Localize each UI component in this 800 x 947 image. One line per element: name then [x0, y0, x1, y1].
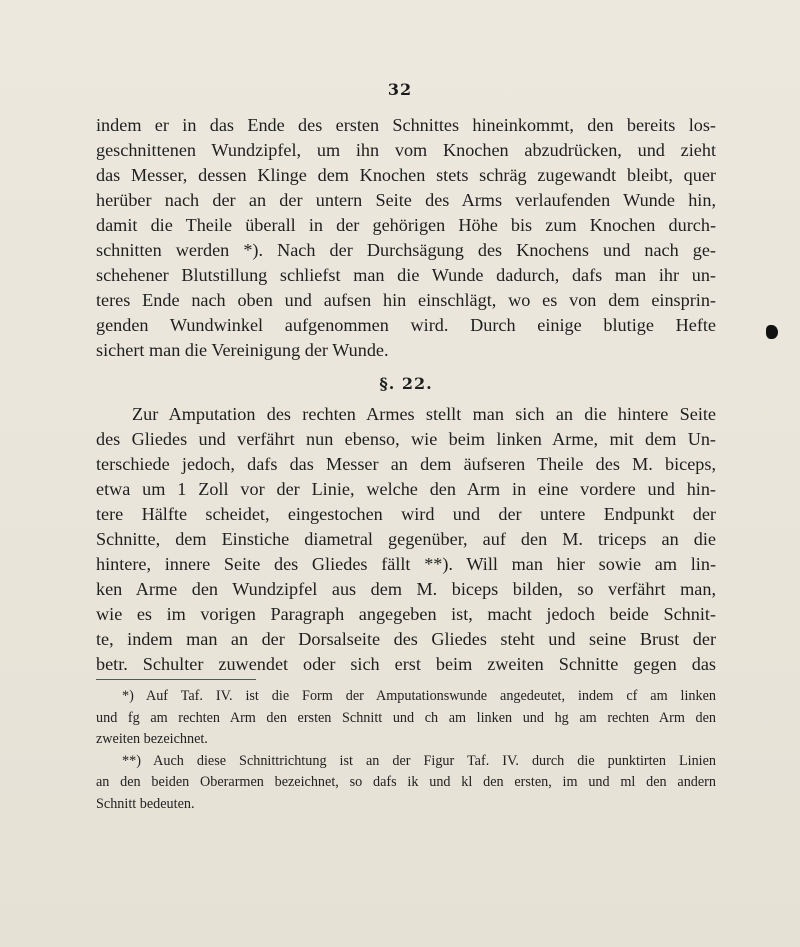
text-line: teres Ende nach oben und aufsen hin einschlägt, wo es von dem einsprin- [96, 290, 716, 310]
footnote-line: und fg am rechten Arm den ersten Schnitt und ch am linken und hg am rechten Arm den [96, 709, 716, 726]
footnote-2 [96, 751, 716, 816]
text-line: des Gliedes und verfährt nun ebenso, wie beim linken Arme, mit dem Un- [96, 429, 716, 449]
footnote-line: *) Auf Taf. IV. ist die Form der Amputationswunde angedeutet, indem cf am linken [122, 688, 716, 704]
text-line: schehener Blutstillung schliefst man die Wunde dadurch, dafs man ihr un- [96, 265, 716, 285]
text-line: Zur Amputation des rechten Armes stellt man sich an die hintere Seite [132, 404, 716, 424]
page-number: 32 [387, 80, 413, 99]
footnote-line: **) Auch diese Schnittrichtung ist an der Figur Taf. IV. durch die punktirten Linien [122, 752, 716, 769]
text-line: te, indem man an der Dorsalseite des Gliedes steht und seine Brust der [96, 629, 716, 649]
text-line: wie es im vorigen Paragraph angegeben ist, macht jedoch beide Schnit- [96, 604, 716, 624]
ink-blot-mark [766, 325, 778, 339]
footnotes [96, 686, 716, 815]
text-line: genden Wundwinkel aufgenommen wird. Durch einige blutige Hefte [96, 315, 716, 335]
text-line: betr. Schulter zuwendet oder sich erst beim zweiten Schnitte gegen das [96, 654, 716, 674]
paragraph-2 [96, 402, 716, 677]
text-line: sichert man die Vereinigung der Wunde. [96, 340, 389, 360]
footnote-line: zweiten bezeichnet. [96, 731, 208, 747]
footnote-1 [96, 686, 716, 751]
text-line: das Messer, dessen Klinge dem Knochen stets schräg zugewandt bleibt, quer [96, 165, 716, 185]
text-line: indem er in das Ende des ersten Schnittes hineinkommt, den bereits los- [96, 115, 716, 135]
footnote-line: an den beiden Oberarmen bezeichnet, so dafs ik und kl den ersten, im und ml den andern [96, 774, 716, 790]
paragraph-1 [96, 113, 716, 363]
text-line: tere Hälfte scheidet, eingestochen wird und der untere Endpunkt der [96, 504, 716, 524]
text-line: ken Arme den Wundzipfel aus dem M. biceps bilden, so verfährt man, [96, 579, 716, 599]
text-line: hintere, innere Seite des Gliedes fällt **). Will man hier sowie am lin- [96, 554, 716, 574]
text-line: damit die Theile überall in der gehörigen Höhe bis zum Knochen durch- [96, 215, 716, 235]
section-heading: §. 22. [379, 374, 433, 393]
text-line: etwa um 1 Zoll vor der Linie, welche den Arm in eine vordere und hin- [96, 479, 716, 499]
footnote-line: Schnitt bedeuten. [96, 795, 195, 812]
footnote-divider [96, 679, 256, 680]
text-line: terschiede jedoch, dafs das Messer an dem äufseren Theile des M. biceps, [96, 454, 716, 474]
text-line: schnitten werden *). Nach der Durchsägung des Knochens und nach ge- [96, 240, 716, 260]
text-line: geschnittenen Wundzipfel, um ihn vom Knochen abzudrücken, und zieht [96, 140, 716, 160]
text-line: herüber nach der an der untern Seite des Arms verlaufenden Wunde hin, [96, 190, 716, 210]
text-line: Schnitte, dem Einstiche diametral gegenüber, auf den M. triceps an die [96, 529, 716, 549]
main-text [96, 113, 716, 677]
